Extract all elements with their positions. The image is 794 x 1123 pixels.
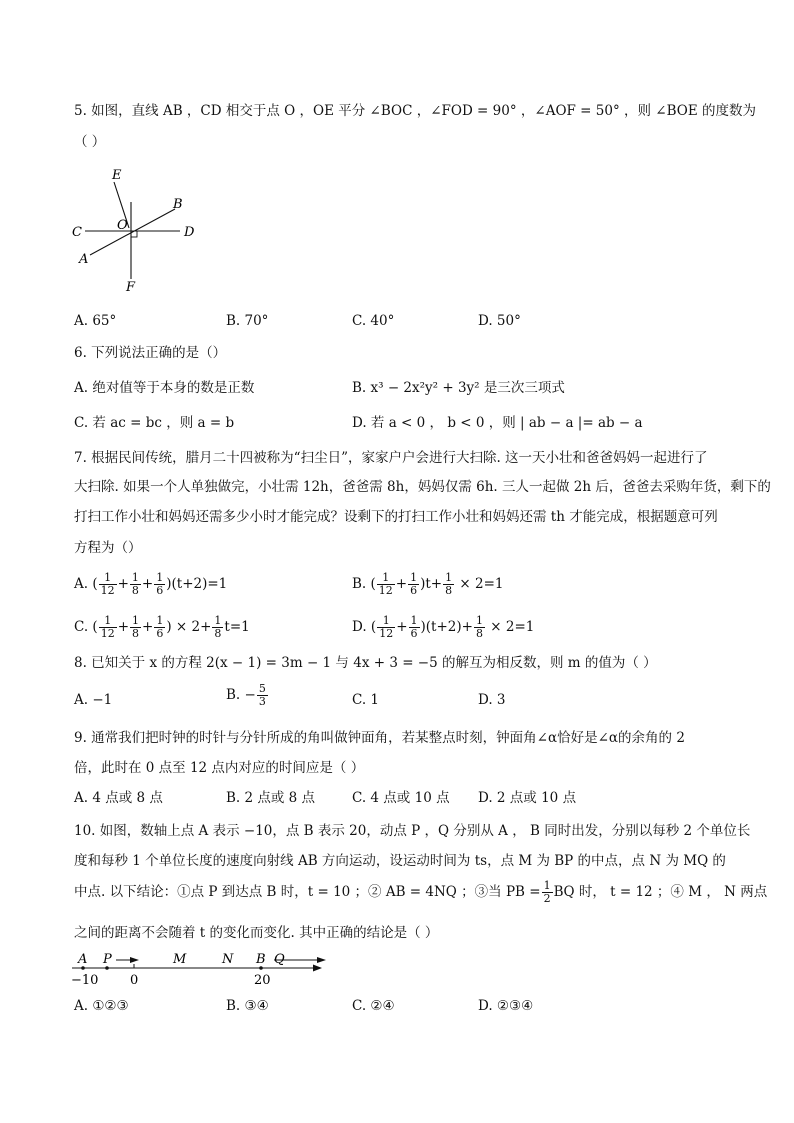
label-E: E <box>112 168 122 183</box>
q10-number-line <box>66 948 336 990</box>
q8-option-d[interactable]: D. 3 <box>478 692 506 708</box>
q5-figure <box>70 162 220 297</box>
q6-option-a[interactable]: A. 绝对值等于本身的数是正数 <box>74 380 255 396</box>
label-F: F <box>126 280 136 295</box>
q10-option-d[interactable]: D. ②③④ <box>478 998 534 1014</box>
axis-label-Q: Q <box>274 952 285 967</box>
axis-label-P: P <box>103 952 112 967</box>
axis-label-M: M <box>173 952 187 967</box>
q5-option-b[interactable]: B. 70° <box>226 313 269 329</box>
q5-option-d[interactable]: D. 50° <box>478 313 521 329</box>
q10-line1: 10. 如图，数轴上点 A 表示 −10，点 B 表示 20，动点 P ，Q 分别从 A ， B 同时出发，分别以每秒 2 个单位长 <box>74 823 751 839</box>
label-D: D <box>184 225 195 240</box>
q10-line3: 中点. 以下结论：①点 P 到达点 B 时，t = 10 ；② AB = 4NQ ；③当 PB = $\frac{1}{2}$ BQ 时， t = 12 ；④ M ， N 两点 <box>74 879 768 905</box>
q9-line1: 9. 通常我们把时钟的时针与分针所成的角叫做钟面角，若某整点时刻，钟面角∠α恰好是∠α的余角的 2 <box>74 730 685 746</box>
axis-label-A: A <box>78 952 88 967</box>
q7-line3: 打扫工作小壮和妈妈还需多少小时才能完成？设剩下的打扫工作小壮和妈妈还需 th 才能完成，根据题意可列 <box>74 509 718 525</box>
q9-option-b[interactable]: B. 2 点或 8 点 <box>226 790 316 806</box>
q10-line4: 之间的距离不会随着 t 的变化而变化. 其中正确的结论是（ ） <box>74 925 439 941</box>
q10-option-a[interactable]: A. ①②③ <box>74 998 129 1014</box>
q6-option-b[interactable]: B. x³ − 2x²y² + 3y² 是三次三项式 <box>352 380 565 396</box>
tick-label-neg10: −10 <box>71 973 99 988</box>
q7-line1: 7. 根据民间传统，腊月二十四被称为“扫尘日”，家家户户会进行大扫除. 这一天小壮和爸爸妈妈一起进行了 <box>74 450 708 466</box>
q9-option-a[interactable]: A. 4 点或 8 点 <box>74 790 163 806</box>
q10-option-b[interactable]: B. ③④ <box>226 998 269 1014</box>
q5-option-c[interactable]: C. 40° <box>352 313 395 329</box>
q10-option-c[interactable]: C. ②④ <box>352 998 395 1014</box>
q7-option-a[interactable]: A. ( $\frac{1}{12}$ + $\frac{1}{8}$ + $\frac{1}{6}$ )(t+2)=1 <box>74 571 228 597</box>
label-B: B <box>173 197 183 212</box>
q7-line4: 方程为（） <box>74 540 142 556</box>
q10-line2: 度和每秒 1 个单位长度的速度向射线 AB 方向运动，设运动时间为 ts，点 M 为 BP 的中点，点 N 为 MQ 的 <box>74 853 726 869</box>
q6-stem: 6. 下列说法正确的是（） <box>74 345 227 361</box>
q9-option-d[interactable]: D. 2 点或 10 点 <box>478 790 577 806</box>
q9-line2: 倍，此时在 0 点至 12 点内对应的时间应是（ ） <box>74 760 365 776</box>
axis-label-B: B <box>256 952 266 967</box>
q7-option-b[interactable]: B. ( $\frac{1}{12}$ + $\frac{1}{6}$ )t+ $\frac{1}{8}$ × 2=1 <box>352 571 504 597</box>
q8-option-b[interactable]: B. − $\frac{5}{3}$ <box>226 682 266 708</box>
q8-stem: 8. 已知关于 x 的方程 2(x − 1) = 3m − 1 与 4x + 3 = −5 的解互为相反数，则 m 的值为（ ） <box>74 655 657 671</box>
label-C: C <box>72 225 82 240</box>
q6-option-c[interactable]: C. 若 ac = bc ，则 a = b <box>74 415 235 431</box>
q7-option-d[interactable]: D. ( $\frac{1}{12}$ + $\frac{1}{6}$ )(t+2)+ $\frac{1}{8}$ × 2=1 <box>352 614 535 640</box>
tick-label-20: 20 <box>254 973 271 988</box>
q7-line2: 大扫除. 如果一个人单独做完，小壮需 12h，爸爸需 8h，妈妈仅需 6h. 三人一起做 2h 后，爸爸去采购年货，剩下的 <box>74 479 771 495</box>
q8-option-c[interactable]: C. 1 <box>352 692 380 708</box>
label-O: O <box>117 218 128 233</box>
q5-stem-line1: 5. 如图，直线 AB ，CD 相交于点 O ，OE 平分 ∠BOC ，∠FOD = 90° ，∠AOF = 50° ，则 ∠BOE 的度数为 <box>74 103 756 119</box>
axis-label-N: N <box>222 952 234 967</box>
q5-option-a[interactable]: A. 65° <box>74 313 117 329</box>
q7-option-c[interactable]: C. ( $\frac{1}{12}$ + $\frac{1}{8}$ + $\frac{1}{6}$ ) × 2+ $\frac{1}{8}$ t=1 <box>74 614 250 640</box>
tick-label-0: 0 <box>130 973 139 988</box>
label-A: A <box>79 252 89 267</box>
q9-option-c[interactable]: C. 4 点或 10 点 <box>352 790 450 806</box>
q6-option-d[interactable]: D. 若 a < 0 ， b < 0 ，则 | ab − a |= ab − a <box>352 415 643 431</box>
q8-option-a[interactable]: A. −1 <box>74 692 113 708</box>
q5-stem-line2: （ ） <box>74 134 106 150</box>
